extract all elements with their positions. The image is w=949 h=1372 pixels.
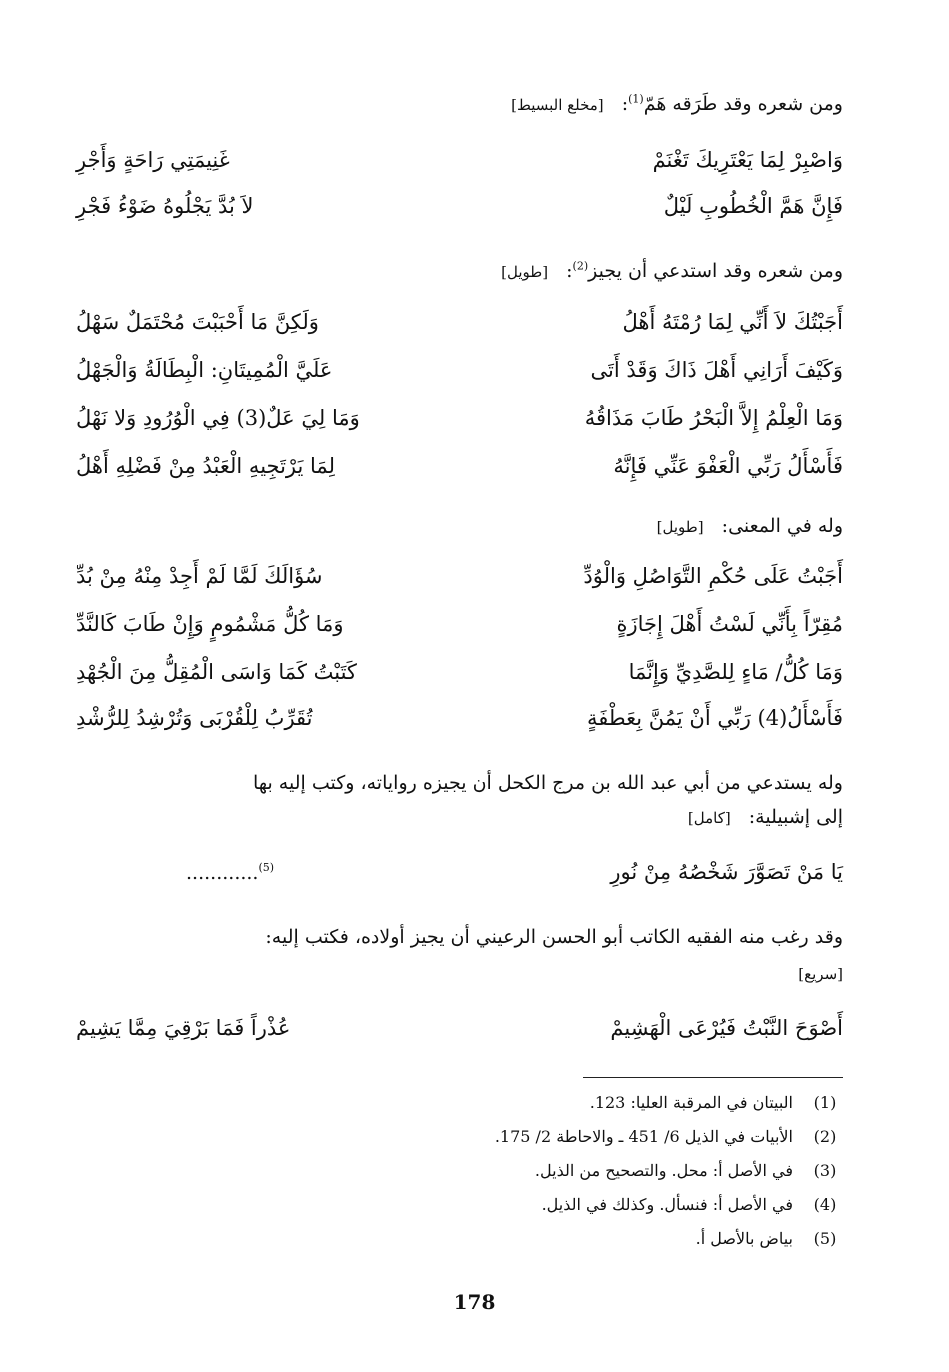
footnote-text: في الأصل أ: محل. والتصحيح من الذيل. (534, 1161, 793, 1180)
page-number: 178 (453, 1290, 496, 1314)
hemistich-right: أَصْوَحَ النَّبْتُ فَيُرْعَى الْهَشِيمْ (610, 1016, 843, 1040)
meter-label: [كامل] (687, 809, 731, 827)
verse-line (76, 302, 843, 342)
paragraph-1-line-2: إلى إشبيلية: [كامل] (687, 806, 843, 828)
paragraph-1-line-1: وله يستدعي من أبي عبد الله بن مرج الكحل أن يجيزه رواياته، وكتب إليه بها (252, 772, 843, 794)
hemistich-right: أَجَبْتُكَ لاَ أَنِّي لِمَا رُمْتَهُ أَهْلُ (622, 310, 843, 334)
verse-line (76, 140, 843, 180)
verse-line (76, 446, 843, 486)
section-2-intro: ومن شعره وقد استدعي أن يجيز$^{(2)}$: [طويل] (501, 259, 843, 282)
hemistich-right: فَإِنَّ هَمَّ الْخُطُوبِ لَيْلٌ (663, 194, 843, 218)
hemistich-right: مُقِرّاً بِأَنِّي لَسْتُ أَهْلَ إِجَازَةٍ (616, 612, 843, 636)
footnote (200, 1222, 843, 1256)
hemistich-left: لِمَا يَرْتَجِيهِ الْعَبْدُ مِنْ فَضْلِهِ أَهْلُ (76, 454, 335, 478)
footnotes (200, 1086, 843, 1256)
footnote-ref: (1) (628, 92, 644, 106)
footnote (200, 1188, 843, 1222)
footnote (200, 1086, 843, 1120)
hemistich-left: وَلَكِنَّ مَا أَحْبَبْتَ مُحْتَمَلٌ سَهْلُ (76, 310, 319, 334)
verse-line (76, 1008, 843, 1048)
hemistich-right: وَكَيْفَ أَرَانِي أَهْلَ ذَاكَ وَقَدْ أَتَى (590, 358, 843, 382)
intro-text: ومن شعره وقد طَرَقه هَمّ (643, 93, 843, 115)
section-1-intro: ومن شعره وقد طَرَقه هَمّ$^{(1)}$: [مخلع البسيط] (511, 92, 843, 115)
section-3-intro: وله في المعنى: [طويل] (656, 515, 843, 537)
hemistich-left: لاَ بُدَّ يَجْلُوهُ ضَوْءُ فَجْرِ (76, 194, 254, 218)
hemistich-left: وَمَا كُلُّ مَشْمُومٍ وَإِنْ طَابَ كَالنَّدِّ (76, 612, 344, 636)
hemistich-left: سُؤَالَكَ لَمَّا لَمْ أَجِدْ مِنْهُ مِنْ بُدِّ (76, 564, 323, 588)
hemistich-right: فَأَسْأَلُ رَبِّي الْعَفْوَ عَنِّي فَإِنَّهُ (613, 454, 843, 478)
verse-line (76, 398, 843, 438)
footnote-text: البيتان في المرقبة العليا: 123. (589, 1093, 793, 1112)
footnote-text: في الأصل أ: فنسأل. وكذلك في الذيل. (541, 1195, 793, 1214)
verse-line (76, 652, 843, 692)
footnote (200, 1120, 843, 1154)
paragraph-2-meter (76, 956, 843, 991)
meter-label: [طويل] (501, 263, 549, 281)
footnote-number: (2) (813, 1127, 837, 1146)
hemistich-left: كَتَبْتُ كَمَا وَاسَى الْمُقِلُّ مِنَ الْجُهْدِ (76, 660, 357, 684)
meter-label: [سريع] (798, 965, 843, 983)
hemistich-left: غَنِيمَتِي رَاحَةٍ وَأَجْرِ (76, 148, 230, 172)
hemistich-left: عُذْراً فَمَا بَرْقِيَ مِمَّا يَشِيمْ (76, 1016, 291, 1040)
footnote-text: الأبيات في الذيل 6/ 451 ـ والاحاطة 2/ 175. (494, 1127, 793, 1146)
verse-line (76, 852, 843, 892)
hemistich-left: عَلَيَّ الْمُمِيتَانِ: الْبِطَالَةُ وَالْجَهْلُ (76, 358, 333, 382)
footnote-separator (583, 1077, 843, 1078)
footnote-number: (1) (813, 1093, 837, 1112)
paragraph-text: إلى إشبيلية (755, 806, 843, 828)
verse-line (76, 350, 843, 390)
paragraph-2-line-1: وقد رغب منه الفقيه الكاتب أبو الحسن الرعيني أن يجيز أولاده، فكتب إليه: (265, 926, 843, 948)
verse-line (76, 604, 843, 644)
hemistich-right: وَاصْبِرْ لِمَا يَعْتَرِيكَ تَغْنَمْ (652, 148, 843, 172)
footnote (200, 1154, 843, 1188)
meter-label: [طويل] (656, 518, 704, 536)
hemistich-right: فَأَسْأَلُ(4) رَبِّي أَنْ يَمُنَّ بِعَطْفَةٍ (587, 706, 843, 730)
hemistich-left: تُقَرِّبُ لِلْقُرْبَى وَتُرْشِدُ لِلرُّشْدِ (76, 706, 313, 730)
verse-line (76, 698, 843, 738)
footnote-ref: (2) (572, 259, 589, 273)
footnote-ref: (5) (258, 861, 275, 874)
hemistich-left: وَمَا لِيَ عَلٌ(3) فِي الْوُرُودِ وَلا نَهْلُ (76, 406, 360, 430)
footnote-number: (5) (813, 1229, 837, 1248)
verse-line (76, 186, 843, 226)
intro-text: ومن شعره وقد استدعي أن يجيز (588, 260, 843, 282)
footnote-number: (3) (813, 1161, 837, 1180)
footnote-number: (4) (813, 1195, 837, 1214)
verse-line (76, 556, 843, 596)
meter-label: [مخلع البسيط] (511, 96, 604, 114)
intro-text: وله في المعنى (728, 515, 843, 537)
footnote-text: بياض بالأصل أ. (695, 1229, 793, 1248)
hemistich-right: وَمَا الْعِلْمُ إِلاَّ الْبَحْرُ طَابَ مَذَاقُهُ (584, 406, 843, 430)
hemistich-right: أَجَبْتُ عَلَى حُكْمِ التَّوَاصُلِ وَالْوُدِّ (583, 564, 843, 588)
missing-hemistich: $^{(5)}$............ (186, 861, 275, 884)
hemistich-right: يَا مَنْ تَصَوَّرَ شَخْصُهُ مِنْ نُورِ (610, 860, 843, 884)
hemistich-right: وَمَا كُلُّ/ مَاءٍ لِلصَّدِيِّ وَإِنَّمَا (628, 660, 843, 684)
